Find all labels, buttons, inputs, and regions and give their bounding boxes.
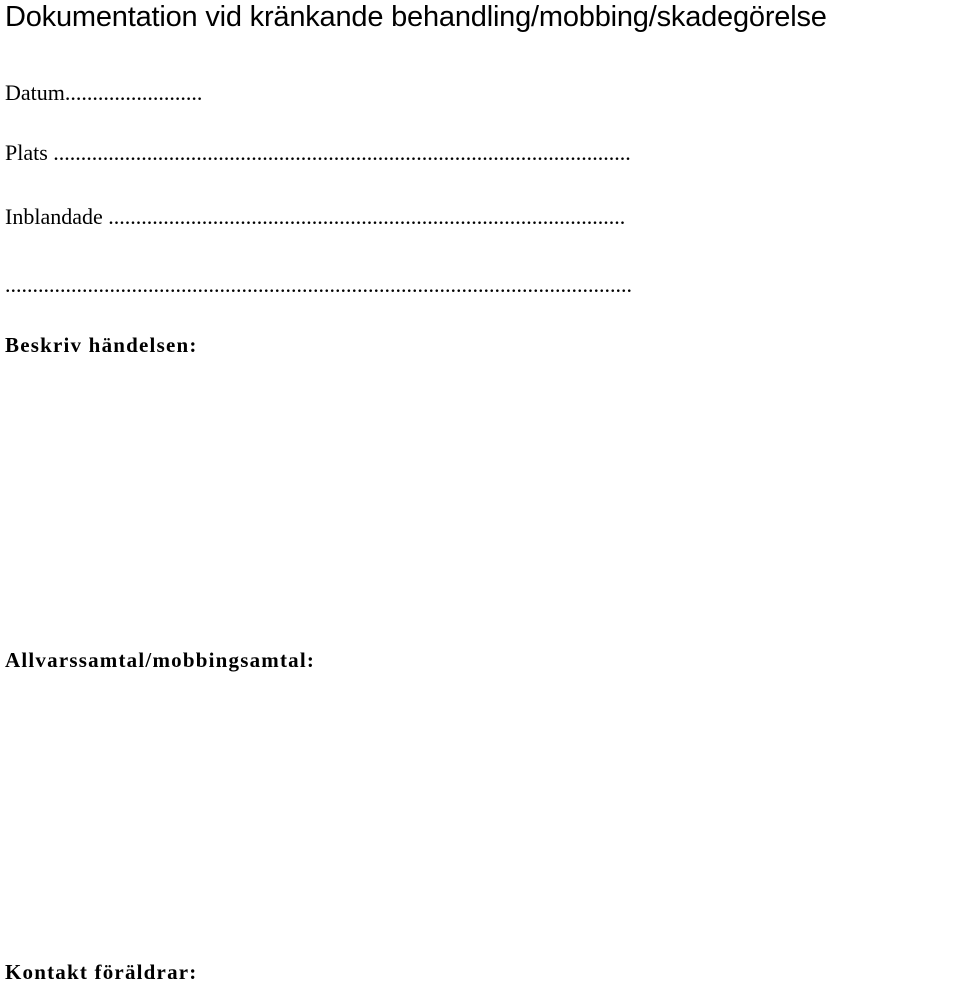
inblandade-continuation-line: .................................................................................................................. bbox=[5, 272, 632, 297]
document-title: Dokumentation vid kränkande behandling/mobbing/skadegörelse bbox=[5, 1, 827, 33]
allvarssamtal-heading: Allvarssamtal/mobbingsamtal: bbox=[5, 648, 316, 672]
beskriv-handelsen-heading: Beskriv händelsen: bbox=[5, 333, 198, 357]
kontakt-foraldrar-heading: Kontakt föräldrar: bbox=[5, 960, 198, 984]
inblandade-field: Inblandade .............................................................................................. bbox=[5, 204, 626, 229]
datum-field: Datum......................... bbox=[5, 80, 203, 105]
plats-field: Plats ......................................................................................................... bbox=[5, 140, 631, 165]
